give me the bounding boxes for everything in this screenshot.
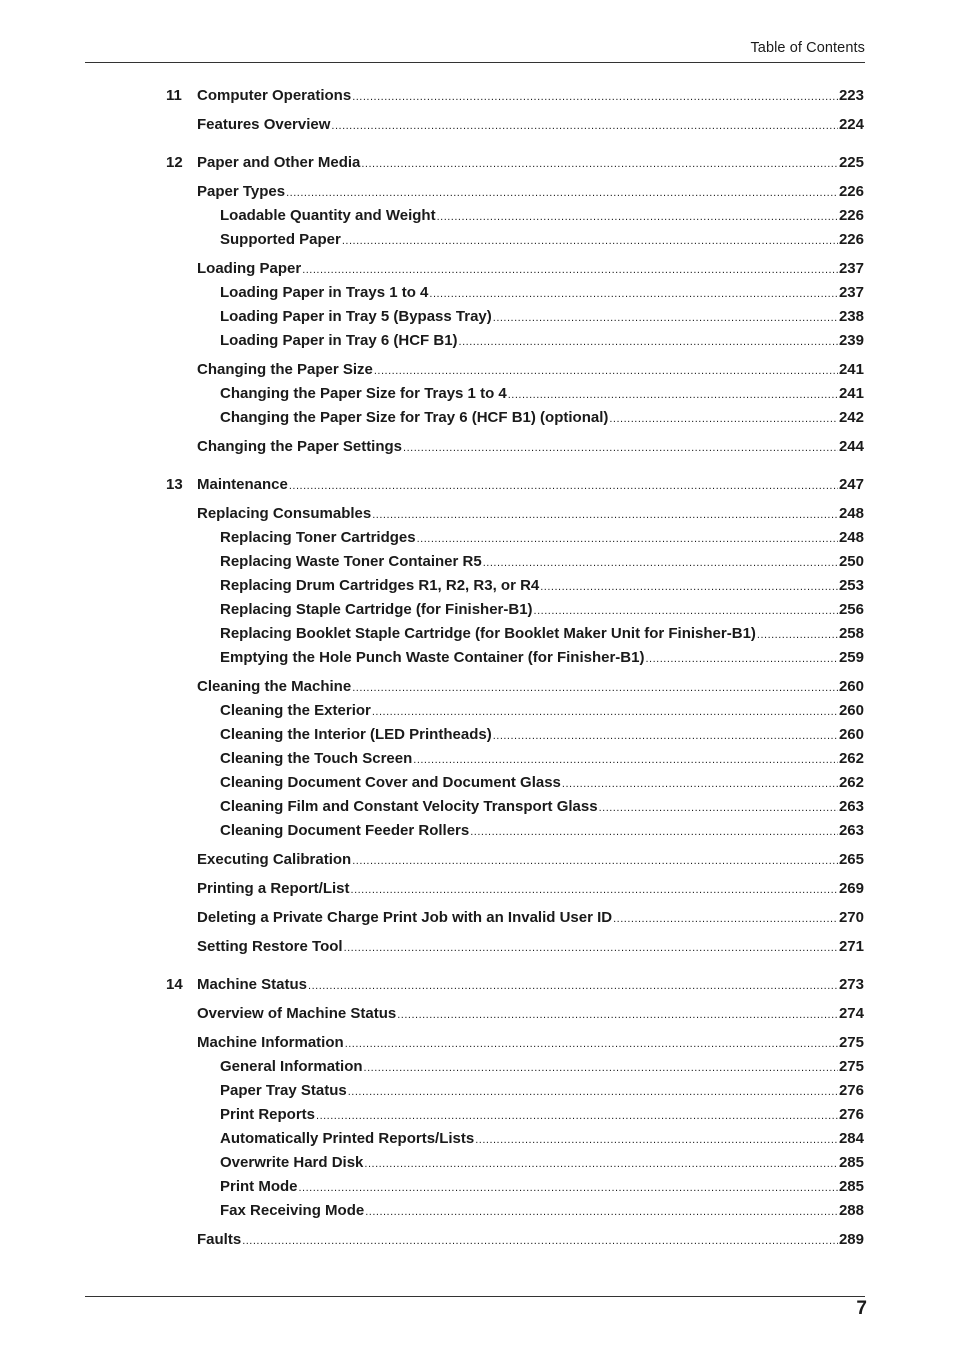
toc-entry-line	[197, 1004, 864, 1025]
dot-leader	[609, 409, 838, 429]
toc-page-number: 274	[838, 1005, 864, 1022]
toc-chapter[interactable]	[0, 475, 954, 495]
toc-page-number: 226	[838, 183, 864, 200]
toc-entry-label: Fax Receiving Mode	[220, 1202, 365, 1219]
toc-entry-label: Cleaning Film and Constant Velocity Transport Glass	[220, 798, 598, 815]
toc-page-number: 256	[838, 601, 864, 618]
toc-entry[interactable]	[0, 307, 954, 327]
toc-entry-label: Executing Calibration	[197, 851, 352, 868]
toc-entry[interactable]	[0, 1057, 954, 1077]
chapter-number: 14	[166, 976, 183, 993]
toc-entry-label: Replacing Waste Toner Container R5	[220, 553, 482, 570]
toc-entry[interactable]	[0, 600, 954, 620]
toc-entry[interactable]	[0, 1105, 954, 1125]
toc-entry[interactable]	[0, 528, 954, 548]
toc-entry[interactable]	[0, 576, 954, 596]
toc-entry-line	[220, 821, 864, 842]
toc-page-number: 276	[838, 1106, 864, 1123]
toc-entry-line	[197, 259, 864, 280]
toc-entry[interactable]	[0, 504, 954, 524]
toc-entry-label: Replacing Drum Cartridges R1, R2, R3, or R4	[220, 577, 540, 594]
footer-rule	[85, 1296, 865, 1297]
dot-leader	[352, 851, 838, 871]
toc-entry-label: Changing the Paper Size for Trays 1 to 4	[220, 385, 507, 402]
toc-entry[interactable]	[0, 552, 954, 572]
toc-entry-line	[197, 677, 864, 698]
dot-leader	[348, 1082, 838, 1102]
toc-entry-label: Print Reports	[220, 1106, 316, 1123]
dot-leader	[308, 976, 838, 996]
toc-entry-line	[220, 1105, 864, 1126]
toc-entry-label: Setting Restore Tool	[197, 938, 343, 955]
toc-entry[interactable]	[0, 908, 954, 928]
toc-page-number: 225	[838, 154, 864, 171]
toc-entry-label: Overview of Machine Status	[197, 1005, 397, 1022]
toc-page-number: 224	[838, 116, 864, 133]
toc-entry[interactable]	[0, 1033, 954, 1053]
toc-entry[interactable]	[0, 1177, 954, 1197]
toc-page-number: 259	[838, 649, 864, 666]
toc-entry-line	[220, 1153, 864, 1174]
toc-entry-label: Maintenance	[197, 476, 288, 493]
toc-entry[interactable]	[0, 1081, 954, 1101]
toc-entry[interactable]	[0, 937, 954, 957]
toc-entry-label: Machine Status	[197, 976, 308, 993]
dot-leader	[372, 702, 838, 722]
toc-entry-line	[220, 576, 864, 597]
toc-page-number: 275	[838, 1058, 864, 1075]
toc-page-number: 247	[838, 476, 864, 493]
toc-entry-label: Machine Information	[197, 1034, 344, 1051]
toc-page-number: 237	[838, 260, 864, 277]
toc-entry-line	[197, 86, 864, 107]
toc-entry-line	[197, 504, 864, 525]
dot-leader	[429, 284, 838, 304]
toc-page-number: 275	[838, 1034, 864, 1051]
toc-entry[interactable]	[0, 879, 954, 899]
dot-leader	[344, 938, 838, 958]
dot-leader	[374, 361, 838, 381]
toc-entry-line	[220, 701, 864, 722]
toc-page-number: 269	[838, 880, 864, 897]
toc-entry-label: Computer Operations	[197, 87, 352, 104]
toc-page-number: 260	[838, 678, 864, 695]
toc-entry-label: Faults	[197, 1231, 242, 1248]
toc-page-number: 288	[838, 1202, 864, 1219]
dot-leader	[417, 529, 838, 549]
toc-page-number: 276	[838, 1082, 864, 1099]
toc-entry-label: Features Overview	[197, 116, 331, 133]
toc-entry-label: Cleaning the Touch Screen	[220, 750, 413, 767]
toc-page-number: 262	[838, 774, 864, 791]
dot-leader	[345, 1034, 838, 1054]
toc-entry-line	[220, 1129, 864, 1150]
dot-leader	[342, 231, 838, 251]
toc-entry[interactable]	[0, 1201, 954, 1221]
dot-leader	[299, 1178, 838, 1198]
dot-leader	[365, 1202, 838, 1222]
toc-entry-line	[197, 182, 864, 203]
dot-leader	[599, 798, 838, 818]
toc-entry[interactable]	[0, 1129, 954, 1149]
header-rule	[85, 62, 865, 63]
toc-entry[interactable]	[0, 384, 954, 404]
toc-entry-line	[220, 307, 864, 328]
toc-entry-label: Overwrite Hard Disk	[220, 1154, 364, 1171]
toc-entry-label: Loading Paper in Trays 1 to 4	[220, 284, 429, 301]
dot-leader	[397, 1005, 838, 1025]
toc-entry-label: Changing the Paper Size	[197, 361, 373, 378]
toc-entry-label: Changing the Paper Settings	[197, 438, 403, 455]
dot-leader	[493, 726, 838, 746]
dot-leader	[493, 308, 838, 328]
toc-entry[interactable]	[0, 360, 954, 380]
toc-page-number: 260	[838, 702, 864, 719]
toc-page-number: 270	[838, 909, 864, 926]
toc-page-number: 248	[838, 505, 864, 522]
toc-page-number: 226	[838, 207, 864, 224]
toc-entry-line	[220, 600, 864, 621]
toc-entry[interactable]	[0, 677, 954, 697]
toc-entry-line	[197, 437, 864, 458]
toc-entry-label: Cleaning the Interior (LED Printheads)	[220, 726, 492, 743]
toc-page-number: 262	[838, 750, 864, 767]
toc-entry-line	[220, 1057, 864, 1078]
dot-leader	[331, 116, 838, 136]
toc-entry-label: Print Mode	[220, 1178, 298, 1195]
toc-page-number: 273	[838, 976, 864, 993]
toc-entry-line	[197, 115, 864, 136]
chapter-number: 12	[166, 154, 183, 171]
toc-entry-label: Cleaning the Machine	[197, 678, 352, 695]
toc-entry-label: Cleaning Document Cover and Document Glass	[220, 774, 561, 791]
toc-chapter[interactable]	[0, 86, 954, 106]
toc-entry-label: Paper Types	[197, 183, 286, 200]
toc-entry-line	[220, 773, 864, 794]
toc-entry[interactable]	[0, 821, 954, 841]
toc-entry-label: Cleaning the Exterior	[220, 702, 371, 719]
toc-entry-line	[197, 475, 864, 496]
toc-entry[interactable]	[0, 1153, 954, 1173]
toc-page-number: 263	[838, 822, 864, 839]
toc-entry[interactable]	[0, 115, 954, 135]
toc-chapter[interactable]	[0, 153, 954, 173]
dot-leader	[470, 822, 838, 842]
toc-entry[interactable]	[0, 1230, 954, 1250]
toc-entry-label: General Information	[220, 1058, 363, 1075]
dot-leader	[403, 438, 838, 458]
dot-leader	[316, 1106, 838, 1126]
toc-entry[interactable]	[0, 749, 954, 769]
chapter-number: 13	[166, 476, 183, 493]
toc-page-number: 223	[838, 87, 864, 104]
dot-leader	[364, 1058, 838, 1078]
dot-leader	[437, 207, 838, 227]
dot-leader	[757, 625, 838, 645]
dot-leader	[508, 385, 838, 405]
toc-entry-line	[220, 552, 864, 573]
dot-leader	[351, 880, 838, 900]
toc-entry-line	[220, 797, 864, 818]
toc-page-number: 248	[838, 529, 864, 546]
toc-chapter[interactable]	[0, 975, 954, 995]
dot-leader	[352, 87, 838, 107]
toc-page-number: 242	[838, 409, 864, 426]
dot-leader	[372, 505, 838, 525]
toc-page-number: 284	[838, 1130, 864, 1147]
toc-entry[interactable]	[0, 437, 954, 457]
dot-leader	[534, 601, 838, 621]
toc-entry-label: Printing a Report/List	[197, 880, 350, 897]
dot-leader	[302, 260, 838, 280]
dot-leader	[645, 649, 837, 669]
dot-leader	[413, 750, 838, 770]
toc-entry-line	[220, 1201, 864, 1222]
toc-entry-line	[220, 749, 864, 770]
toc-entry-line	[197, 850, 864, 871]
toc-entry[interactable]	[0, 182, 954, 202]
toc-page-number: 237	[838, 284, 864, 301]
dot-leader	[242, 1231, 838, 1251]
dot-leader	[364, 1154, 838, 1174]
toc-entry[interactable]	[0, 725, 954, 745]
toc-entry-line	[220, 528, 864, 549]
toc-entry-line	[220, 384, 864, 405]
toc-page-number: 253	[838, 577, 864, 594]
toc-entry-line	[197, 153, 864, 174]
toc-page-number: 289	[838, 1231, 864, 1248]
toc-entry-label: Deleting a Private Charge Print Job with an Invalid User ID	[197, 909, 613, 926]
toc-entry-line	[197, 1033, 864, 1054]
chapter-number: 11	[166, 87, 182, 104]
toc-page-number: 241	[838, 361, 864, 378]
toc-entry[interactable]	[0, 283, 954, 303]
toc-entry[interactable]	[0, 701, 954, 721]
dot-leader	[286, 183, 838, 203]
toc-entry[interactable]	[0, 624, 954, 644]
dot-leader	[361, 154, 838, 174]
toc-entry-label: Changing the Paper Size for Tray 6 (HCF B1) (optional)	[220, 409, 609, 426]
dot-leader	[540, 577, 838, 597]
toc-entry[interactable]	[0, 408, 954, 428]
page-header-title: Table of Contents	[750, 40, 865, 56]
toc-entry-line	[220, 1177, 864, 1198]
toc-page-number: 241	[838, 385, 864, 402]
toc-entry[interactable]	[0, 259, 954, 279]
toc-entry-line	[197, 937, 864, 958]
toc-entry[interactable]	[0, 206, 954, 226]
toc-entry[interactable]	[0, 331, 954, 351]
toc-entry-line	[197, 908, 864, 929]
toc-entry-label: Replacing Staple Cartridge (for Finisher-B1)	[220, 601, 533, 618]
toc-entry-label: Replacing Consumables	[197, 505, 372, 522]
dot-leader	[483, 553, 838, 573]
toc-page-number: 238	[838, 308, 864, 325]
toc-page-number: 265	[838, 851, 864, 868]
toc-page-number: 260	[838, 726, 864, 743]
toc-entry-line	[197, 1230, 864, 1251]
toc-entry-label: Paper Tray Status	[220, 1082, 347, 1099]
toc-page-number: 226	[838, 231, 864, 248]
page-number: 7	[856, 1298, 867, 1319]
toc-entry-label: Loading Paper	[197, 260, 302, 277]
toc-page-number: 258	[838, 625, 864, 642]
toc-entry-label: Loading Paper in Tray 5 (Bypass Tray)	[220, 308, 492, 325]
toc-entry-line	[220, 624, 864, 645]
toc-page-number: 285	[838, 1178, 864, 1195]
dot-leader	[562, 774, 838, 794]
toc-entry[interactable]	[0, 773, 954, 793]
toc-page-number: 285	[838, 1154, 864, 1171]
toc-entry-label: Supported Paper	[220, 231, 341, 248]
toc-page-number: 271	[838, 938, 864, 955]
toc-entry-line	[220, 408, 864, 429]
toc-entry[interactable]	[0, 797, 954, 817]
dot-leader	[613, 909, 838, 929]
toc-entry-label: Paper and Other Media	[197, 154, 361, 171]
toc-entry[interactable]	[0, 1004, 954, 1024]
toc-entry-line	[220, 331, 864, 352]
toc-entry-line	[197, 360, 864, 381]
toc-entry-label: Automatically Printed Reports/Lists	[220, 1130, 475, 1147]
toc-entry-label: Replacing Booklet Staple Cartridge (for Booklet Maker Unit for Finisher-B1)	[220, 625, 756, 642]
toc-entry-label: Cleaning Document Feeder Rollers	[220, 822, 470, 839]
toc-entry-label: Replacing Toner Cartridges	[220, 529, 416, 546]
toc-entry-line	[220, 1081, 864, 1102]
toc-entry[interactable]	[0, 850, 954, 870]
toc-entry[interactable]	[0, 230, 954, 250]
toc-page-number: 250	[838, 553, 864, 570]
toc-entry-line	[197, 975, 864, 996]
toc-entry-line	[220, 206, 864, 227]
toc-entry-line	[197, 879, 864, 900]
dot-leader	[459, 332, 838, 352]
dot-leader	[289, 476, 838, 496]
toc-entry-label: Emptying the Hole Punch Waste Container (for Finisher-B1)	[220, 649, 645, 666]
toc-page-number: 244	[838, 438, 864, 455]
toc-entry-line	[220, 283, 864, 304]
toc-page-number: 239	[838, 332, 864, 349]
toc-entry-label: Loading Paper in Tray 6 (HCF B1)	[220, 332, 458, 349]
toc-entry-line	[220, 648, 864, 669]
toc-entry-line	[220, 230, 864, 251]
toc-entry-label: Loadable Quantity and Weight	[220, 207, 436, 224]
toc-entry-line	[220, 725, 864, 746]
toc-entry[interactable]	[0, 648, 954, 668]
dot-leader	[475, 1130, 838, 1150]
toc-page-number: 263	[838, 798, 864, 815]
dot-leader	[352, 678, 838, 698]
